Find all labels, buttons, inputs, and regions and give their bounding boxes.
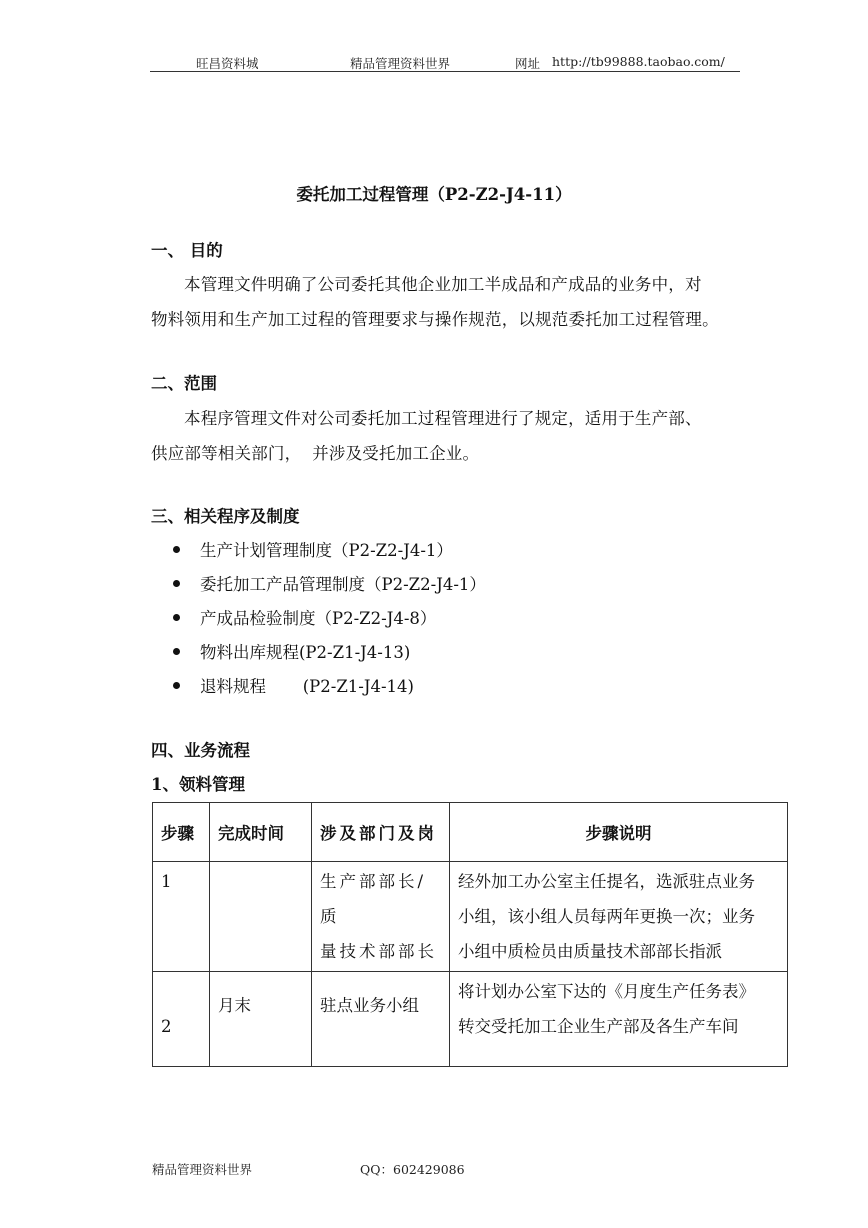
- document-title: 委托加工过程管理（P2-Z2-J4-11）: [296, 185, 572, 204]
- cell-desc-line: 小组中质检员由质量技术部部长指派: [458, 942, 722, 961]
- col-header-step: 步骤: [153, 803, 210, 862]
- related-item: [173, 673, 414, 697]
- footer-qq: [360, 1160, 465, 1178]
- section-flow-heading: 四、业务流程: [151, 741, 250, 760]
- cell-step: 2: [153, 972, 210, 1067]
- section-scope-line1: 本程序管理文件对公司委托加工过程管理进行了规定，适用于生产部、: [184, 409, 702, 428]
- section-purpose-line1: 本管理文件明确了公司委托其他企业加工半成品和产成品的业务中，对: [184, 275, 702, 294]
- bullet-icon: [173, 648, 180, 655]
- footer-qq-number: 602429086: [393, 1162, 465, 1177]
- header-left-text: 旺昌资料城: [196, 56, 259, 71]
- related-item-text: 委托加工产品管理制度（P2-Z2-J4-1）: [200, 575, 486, 594]
- bullet-icon: [173, 682, 180, 689]
- cell-dept-line: 驻点业务小组: [320, 996, 419, 1015]
- cell-dept: [312, 862, 450, 972]
- section-flow-subheading: 1、领料管理: [151, 775, 245, 794]
- bullet-icon: [173, 580, 180, 587]
- related-item-text: 物料出库规程(P2-Z1-J4-13): [200, 643, 411, 662]
- related-item: [173, 571, 486, 595]
- cell-dept-line: 生产部部长/质: [320, 872, 427, 926]
- col-header-dept: 涉及部门及岗: [312, 803, 450, 862]
- section-purpose-line2: 物料领用和生产加工过程的管理要求与操作规范，以规范委托加工过程管理。: [151, 310, 719, 329]
- cell-time: 月末: [210, 972, 312, 1067]
- header-divider: [150, 71, 740, 72]
- table-header-row: [153, 803, 788, 862]
- footer-left-text: 精品管理资料世界: [152, 1162, 253, 1177]
- col-header-time: 完成时间: [210, 803, 312, 862]
- related-item-text: 退料规程 (P2-Z1-J4-14): [200, 677, 414, 696]
- footer-qq-label: QQ：: [360, 1162, 393, 1177]
- related-item: [173, 639, 410, 663]
- cell-time: [210, 862, 312, 972]
- bullet-icon: [173, 614, 180, 621]
- col-header-desc: 步骤说明: [450, 803, 788, 862]
- cell-desc: [450, 862, 788, 972]
- cell-step: 1: [153, 862, 210, 972]
- cell-desc-line: 转交受托加工企业生产部及各生产车间: [458, 1017, 739, 1036]
- related-item-text: 产成品检验制度（P2-Z2-J4-8）: [200, 609, 437, 628]
- section-scope-line2: 供应部等相关部门， 并涉及受托加工企业。: [151, 444, 480, 463]
- cell-desc: [450, 972, 788, 1067]
- header-center-text: 精品管理资料世界: [350, 56, 451, 71]
- bullet-icon: [173, 546, 180, 553]
- section-purpose-heading: 一、 目的: [151, 241, 223, 260]
- cell-desc-line: 小组，该小组人员每两年更换一次；业务: [458, 907, 755, 926]
- cell-desc-line: 经外加工办公室主任提名，选派驻点业务: [458, 872, 755, 891]
- cell-dept-line: 量技术部部长: [320, 942, 437, 961]
- header-url-label: 网址: [515, 56, 541, 71]
- header-url-link[interactable]: http://tb99888.taobao.com/: [552, 54, 725, 69]
- flow-table: [152, 802, 788, 1067]
- table-row: [153, 972, 788, 1067]
- cell-dept: [312, 972, 450, 1067]
- related-item-text: 生产计划管理制度（P2-Z2-J4-1）: [200, 541, 453, 560]
- cell-desc-line: 将计划办公室下达的《月度生产任务表》: [458, 982, 755, 1001]
- section-related-heading: 三、相关程序及制度: [151, 507, 300, 526]
- table-row: [153, 862, 788, 972]
- related-item: [173, 537, 453, 561]
- related-item: [173, 605, 436, 629]
- section-scope-heading: 二、范围: [151, 374, 217, 393]
